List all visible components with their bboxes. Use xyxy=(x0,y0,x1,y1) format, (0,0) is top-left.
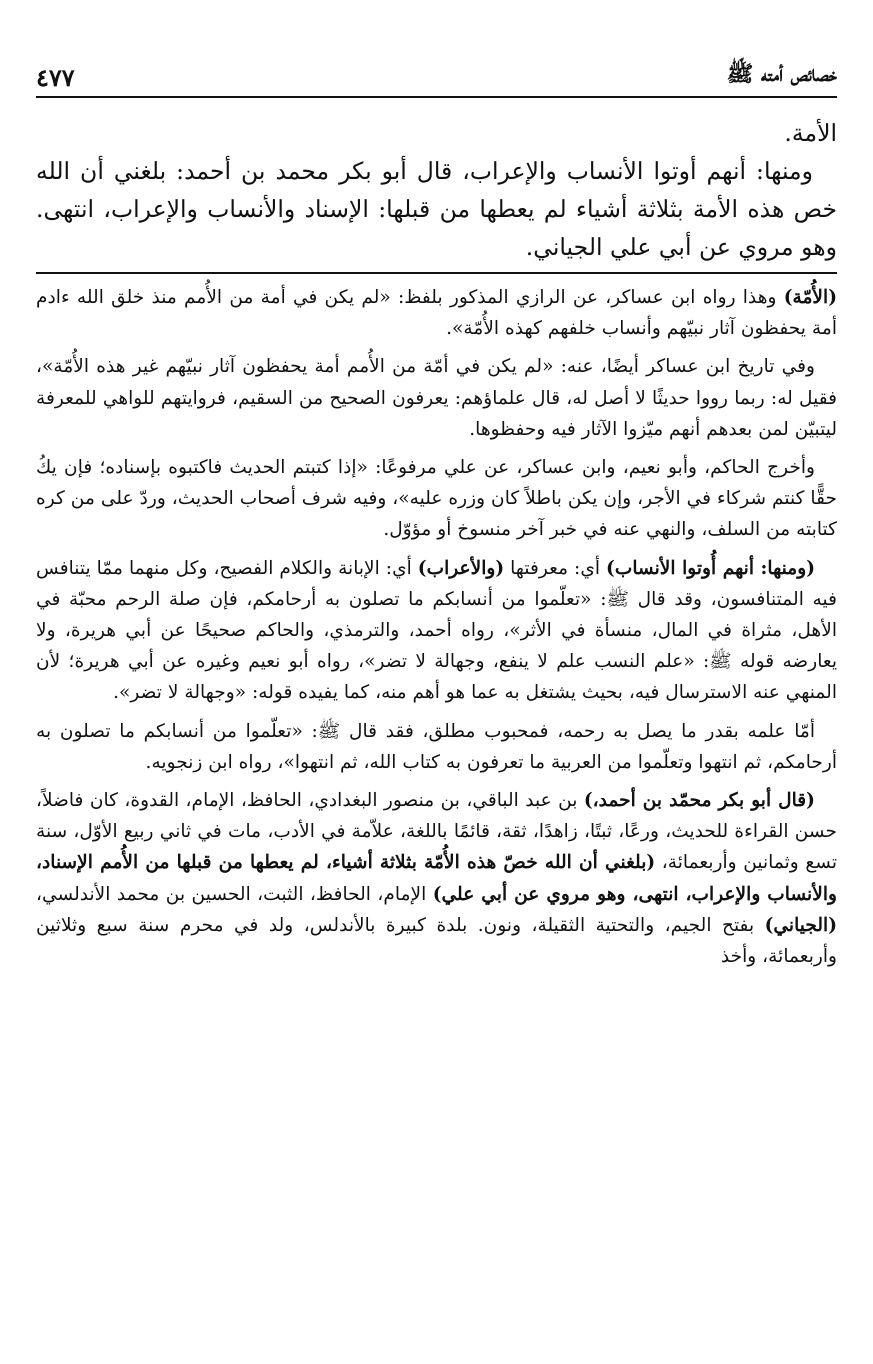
quoted-main-text: (بلغني أن الله خصّ هذه الأُمّة بثلاثة أشياء، لم يعطها من قبلها من الأُمم الإسناد، والأنساب والإعراب، انتهى، وهو مروي عن أبي علي) xyxy=(36,852,837,905)
running-title: خصائص أمته ﷺ xyxy=(726,61,837,87)
commentary-paragraph: وفي تاريخ ابن عساكر أيضًا، عنه: «لم يكن في أمّة من الأُمم أمة يحفظون آثار نبيّهم غير هذه الأُمّة»، فقيل له: ربما رووا حديثًا لا أصل له، قال علماؤهم: يعرفون الصحيح من السقيم، فروايتهم للواهي للمعرفة ليتبيّن لمن بعدهم أنهم ميّزوا الآثار فيه وحفظوها. xyxy=(36,356,837,440)
page-header xyxy=(36,52,837,98)
commentary-span: وهذا رواه ابن عساكر، عن الرازي المذكور بلفظ: «لم يكن في أمة من الأُمم منذ خلق الله ءادم أمة يحفظون آثار نبيّهم وأنساب خلفهم كهذه الأُمّة». xyxy=(36,287,837,340)
quoted-main-text: (الجياني) xyxy=(764,914,837,936)
commentary-paragraph: أمّا علمه بقدر ما يصل به رحمه، فمحبوب مطلق، فقد قال ﷺ: «تعلّموا من أنسابكم ما تصلون به أرحامكم، ثم انتهوا وتعلّموا من العربية ما تعرفون به كتاب الله، ثم انتهوا»، رواه ابن زنجويه. xyxy=(36,720,837,773)
commentary-span: أي: الإبانة والكلام الفصيح، وكل منهما ممّا يتنافس فيه المتنافسون، وقد قال ﷺ: «تعلّموا من أنسابكم ما تصلون به أرحامكم، فإن صلة الرحم محبّة في الأهل، مثراة في المال، منسأة في الأثر»، رواه أحمد، والترمذي، والحاكم صحيحًا عن أبي هريرة، ولا يعارضه قوله ﷺ: «علم النسب علم لا ينفع، وجهالة لا تضر»، رواه أبو نعيم وغيره عن أبي هريرة؛ لأن المنهي عنه الاسترسال فيه، بحيث يشتغل به عما هو أهم منه، كما يفيده قوله: «وجهالة لا تضر». xyxy=(36,557,837,704)
commentary-text xyxy=(36,282,837,972)
main-text-paragraph: الأمة. xyxy=(784,119,837,147)
quoted-main-text: (قال أبو بكر محمّد بن أحمد،) xyxy=(583,790,815,812)
commentary-paragraph: وأخرج الحاكم، وأبو نعيم، وابن عساكر، عن علي مرفوعًا: «إذا كتبتم الحديث فاكتبوه بإسناده؛ فإن يكُ حقًّا كنتم شركاء في الأجر، وإن يكن باطلاً كان وزره عليه»، وفيه شرف أصحاب الحديث، وردّ على من كره كتابته من السلف، والنهي عنه في خبر آخر منسوخ أو مؤوّل. xyxy=(36,457,837,541)
commentary-span: أي: معرفتها xyxy=(504,557,607,579)
quoted-main-text: (الأُمّة) xyxy=(783,287,837,308)
main-text xyxy=(36,114,837,266)
commentary-paragraph xyxy=(36,553,837,709)
commentary-span: بفتح الجيم، والتحتية الثقيلة، ونون. بلدة كبيرة بالأندلس، ولد في محرم سنة سبع وثلاثين وأربعمائة، وأخذ xyxy=(36,914,837,968)
main-text-paragraph: ومنها: أنهم أوتوا الأنساب والإعراب، قال أبو بكر محمد بن أحمد: بلغني أن الله خص هذه الأمة بثلاثة أشياء لم يعطها من قبلها: الإسناد والأنساب والإعراب، انتهى. وهو مروي عن أبي علي الجياني. xyxy=(36,157,837,261)
quoted-main-text: (ومنها: أنهم أُوتوا الأنساب) xyxy=(606,557,815,579)
quoted-main-text: (والأعراب) xyxy=(417,557,505,579)
commentary-paragraph xyxy=(36,785,837,972)
commentary-paragraph xyxy=(36,282,837,344)
commentary-span: الإمام، الحافظ، الثبت، الحسين بن محمد الأندلسي، xyxy=(36,883,433,905)
text-commentary-separator xyxy=(36,272,837,274)
commentary-span: بن عبد الباقي، بن منصور البغدادي، الحافظ، الإمام، القدوة، كان فاضلاً، حسن القراءة للحديث، ورعًا، ثبتًا، زاهدًا، ثقة، قائمًا باللغة، علاّمة في الأدب، مات في ثاني ربيع الأوّل، سنة تسع وثمانين وأربعمائة، xyxy=(36,790,837,874)
page-number: ٤٧٧ xyxy=(36,63,75,92)
